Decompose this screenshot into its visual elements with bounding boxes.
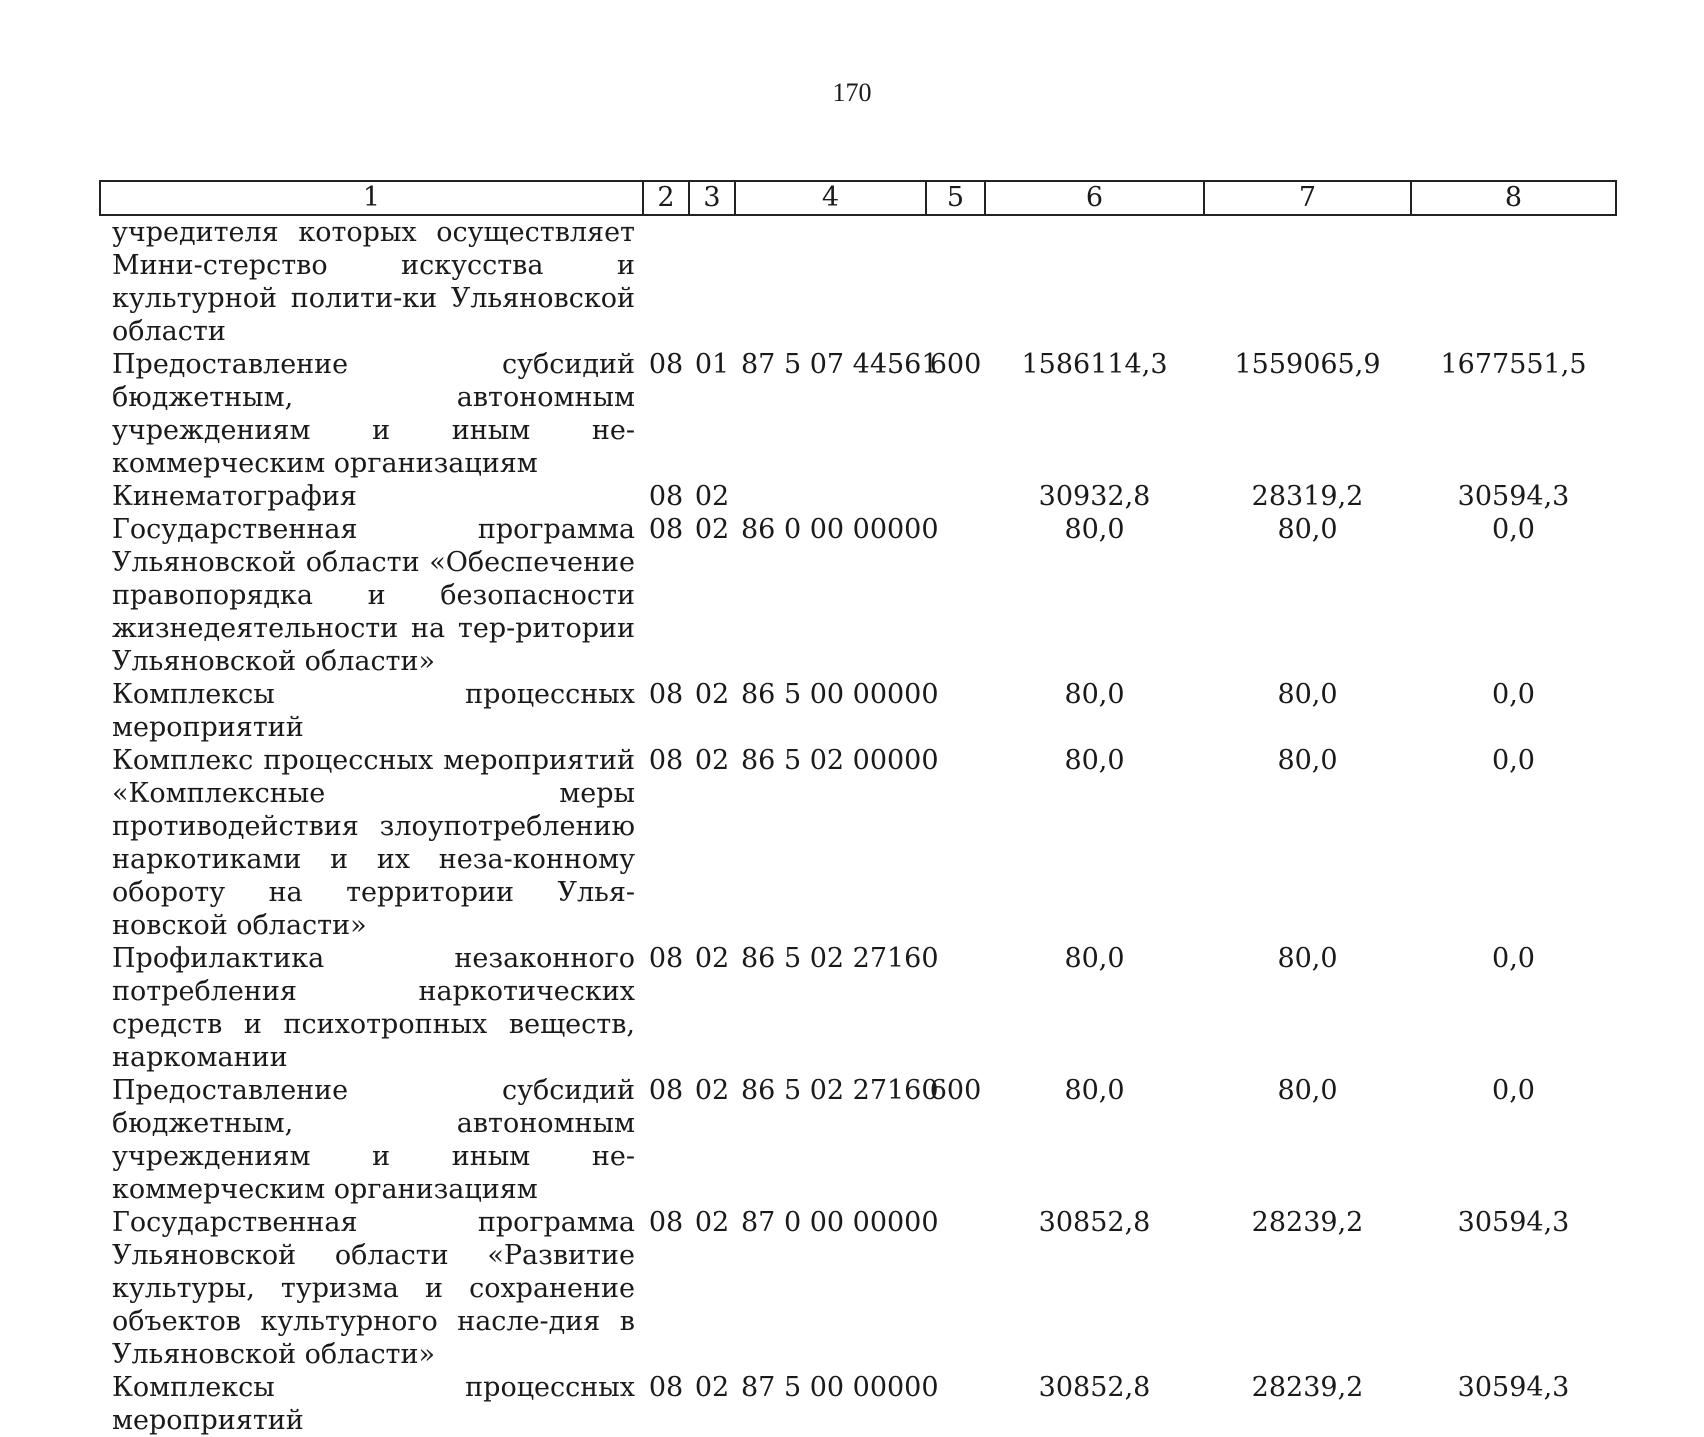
row-name: Кинематография [112, 481, 357, 512]
table-header [100, 181, 1616, 215]
row-target-article: 86 5 00 00000 [741, 679, 939, 710]
row-subsection: 02 [694, 679, 730, 710]
column-header-5: 5 [926, 181, 985, 215]
table-row [100, 678, 1616, 744]
row-amount-col8: 0,0 [1492, 679, 1535, 710]
row-amount-col8: 0,0 [1492, 745, 1535, 776]
row-expense-type [926, 480, 985, 513]
row-expense-type: 600 [929, 1075, 982, 1106]
row-amount-col7: 28319,2 [1251, 481, 1364, 512]
row-name: Комплекс процессных мероприятий «Комплексные меры противодействия злоупотреблению наркотиками и их неза-конному обороту на территории Улья-новской области» [112, 745, 635, 941]
row-expense-type: 600 [929, 349, 982, 380]
row-target-article: 87 5 00 00000 [741, 1372, 939, 1403]
row-target-article: 86 0 00 00000 [741, 514, 939, 545]
row-target-article [735, 215, 926, 348]
row-subsection: 02 [694, 745, 730, 776]
row-amount-col8: 30594,3 [1457, 481, 1570, 512]
table-row [100, 215, 1616, 348]
row-section: 08 [648, 1075, 684, 1106]
row-amount-col6: 80,0 [1064, 943, 1125, 974]
row-amount-col8: 1677551,5 [1440, 349, 1587, 380]
row-name: Комплексы процессных мероприятий [112, 1372, 635, 1436]
row-subsection: 02 [694, 514, 730, 545]
row-target-article: 86 5 02 00000 [741, 745, 939, 776]
row-name: Предоставление субсидий бюджетным, автономным учреждениям и иным не-коммерческим организациям [112, 349, 635, 479]
row-section: 08 [648, 481, 684, 512]
row-section: 08 [648, 514, 684, 545]
row-amount-col7: 80,0 [1277, 943, 1338, 974]
budget-table [99, 180, 1617, 1437]
row-section [643, 215, 689, 348]
row-target-article [735, 480, 926, 513]
row-target-article: 86 5 02 27160 [741, 943, 939, 974]
row-expense-type [926, 1206, 985, 1371]
column-header-2: 2 [643, 181, 689, 215]
row-target-article: 86 5 02 27160 [741, 1075, 939, 1106]
row-amount-col7: 80,0 [1277, 514, 1338, 545]
row-amount-col7: 80,0 [1277, 745, 1338, 776]
row-amount-col7: 28239,2 [1251, 1207, 1364, 1238]
row-subsection [689, 215, 735, 348]
table-row [100, 1371, 1616, 1437]
column-header-4: 4 [735, 181, 926, 215]
row-target-article: 87 5 07 44561 [741, 349, 939, 380]
column-header-3: 3 [689, 181, 735, 215]
row-subsection: 02 [694, 1207, 730, 1238]
row-subsection: 02 [694, 943, 730, 974]
row-expense-type [926, 1371, 985, 1437]
row-amount-col6: 80,0 [1064, 1075, 1125, 1106]
row-amount-col6: 1586114,3 [1021, 349, 1168, 380]
row-amount-col6: 80,0 [1064, 679, 1125, 710]
row-subsection: 02 [694, 1075, 730, 1106]
row-amount-col7: 1559065,9 [1234, 349, 1381, 380]
row-name: Комплексы процессных мероприятий [112, 679, 635, 743]
row-amount-col8: 0,0 [1492, 943, 1535, 974]
row-amount-col6: 30852,8 [1038, 1372, 1151, 1403]
table-row [100, 744, 1616, 942]
column-header-7: 7 [1204, 181, 1411, 215]
row-name: Профилактика незаконного потребления наркотических средств и психотропных веществ, наркомании [112, 943, 635, 1073]
row-section: 08 [648, 349, 684, 380]
row-expense-type [926, 215, 985, 348]
row-name: учредителя которых осуществляет Мини-стерство искусства и культурной полити-ки Ульяновской области [112, 217, 635, 347]
row-subsection: 01 [694, 349, 730, 380]
row-section: 08 [648, 943, 684, 974]
row-amount-col7 [1204, 215, 1411, 348]
table-row [100, 480, 1616, 513]
row-subsection: 02 [694, 481, 730, 512]
row-section: 08 [648, 1207, 684, 1238]
row-amount-col6 [985, 215, 1204, 348]
table-row [100, 348, 1616, 480]
row-amount-col8: 0,0 [1492, 514, 1535, 545]
row-amount-col6: 80,0 [1064, 514, 1125, 545]
row-amount-col6: 30932,8 [1038, 481, 1151, 512]
column-header-6: 6 [985, 181, 1204, 215]
row-amount-col8: 30594,3 [1457, 1372, 1570, 1403]
column-header-8: 8 [1411, 181, 1616, 215]
row-amount-col7: 28239,2 [1251, 1372, 1364, 1403]
row-section: 08 [648, 679, 684, 710]
table-row [100, 1074, 1616, 1206]
row-amount-col7: 80,0 [1277, 1075, 1338, 1106]
row-amount-col8 [1411, 215, 1616, 348]
row-amount-col7: 80,0 [1277, 679, 1338, 710]
row-section: 08 [648, 1372, 684, 1403]
row-amount-col6: 30852,8 [1038, 1207, 1151, 1238]
row-amount-col8: 0,0 [1492, 1075, 1535, 1106]
table-row [100, 942, 1616, 1074]
row-name: Предоставление субсидий бюджетным, автономным учреждениям и иным не-коммерческим организациям [112, 1075, 635, 1205]
header-row [100, 181, 1616, 215]
row-subsection: 02 [694, 1372, 730, 1403]
row-target-article: 87 0 00 00000 [741, 1207, 939, 1238]
table-row [100, 1206, 1616, 1371]
row-name: Государственная программа Ульяновской области «Развитие культуры, туризма и сохранение объектов культурного насле-дия в Ульяновской области» [112, 1207, 635, 1370]
table-row [100, 513, 1616, 678]
row-amount-col8: 30594,3 [1457, 1207, 1570, 1238]
row-section: 08 [648, 745, 684, 776]
row-name: Государственная программа Ульяновской области «Обеспечение правопорядка и безопасности жизнедеятельности на тер-ритории Ульяновской области» [112, 514, 635, 677]
page-number: 170 [832, 78, 872, 107]
table-body [100, 215, 1616, 1437]
column-header-1: 1 [100, 181, 643, 215]
row-amount-col6: 80,0 [1064, 745, 1125, 776]
